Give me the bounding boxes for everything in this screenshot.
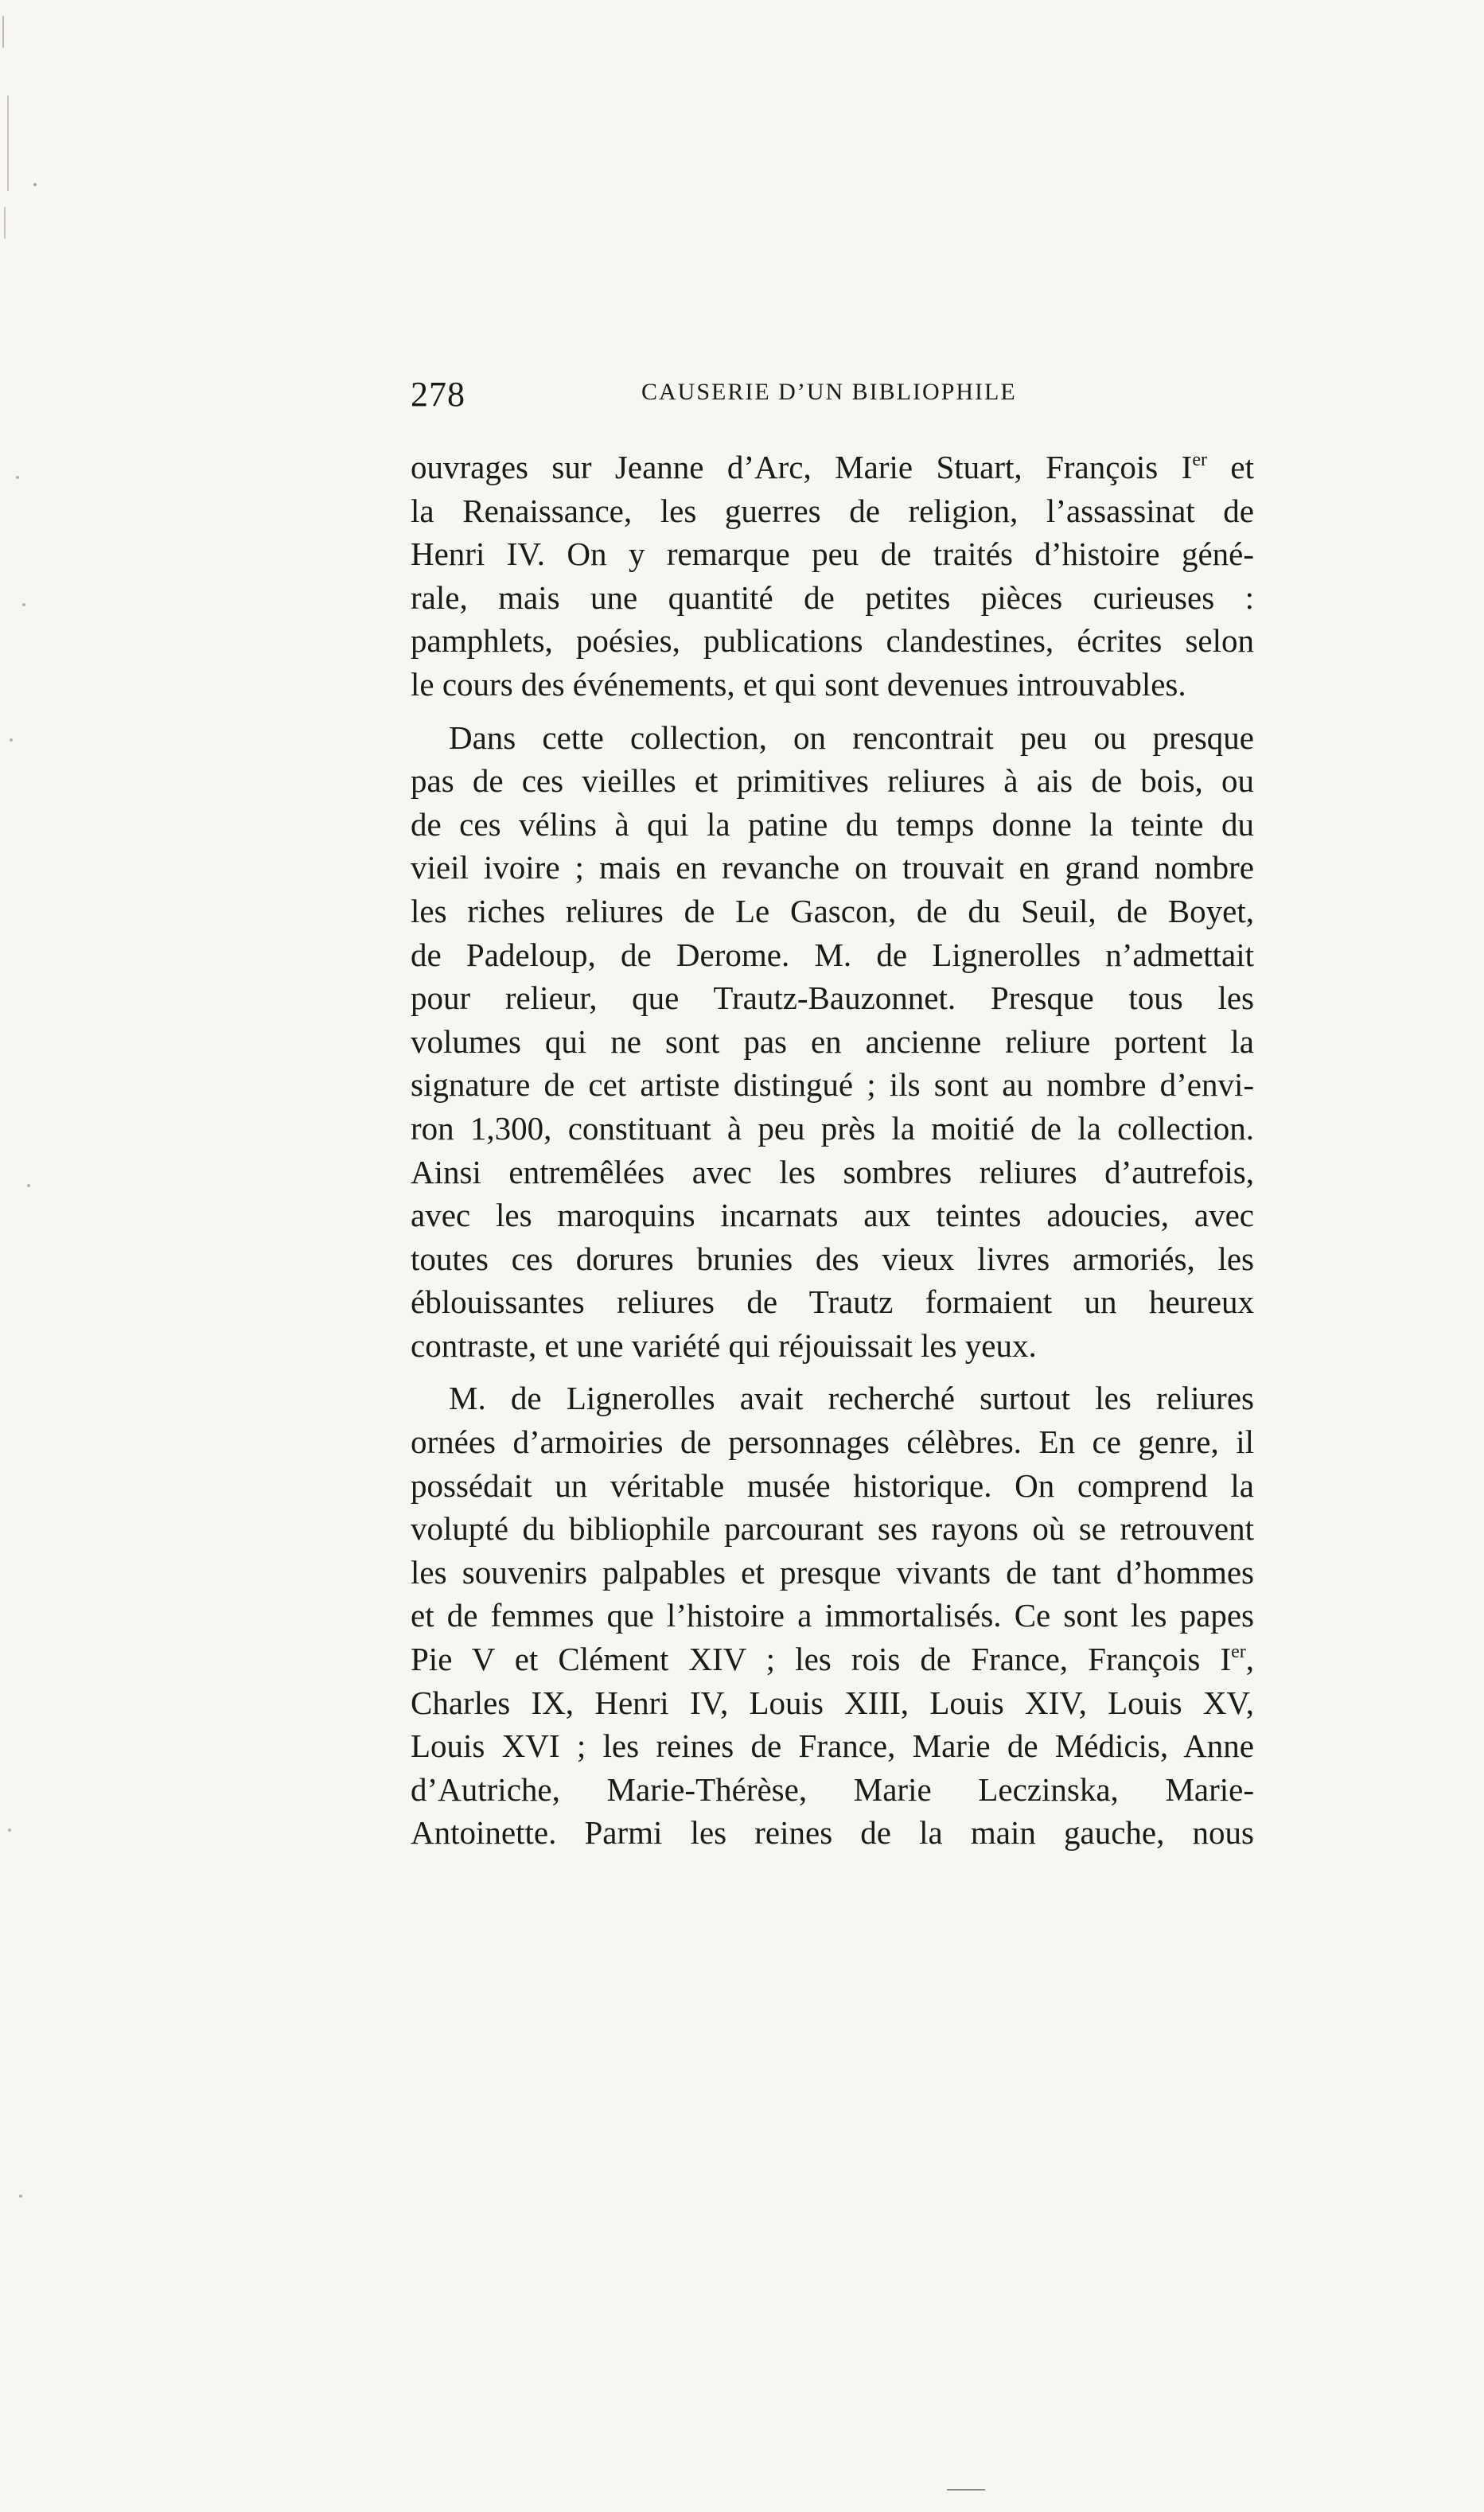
- text-line: éblouissantes reliures de Trautz formaient un heureux: [411, 1283, 1254, 1321]
- body-text: [411, 446, 1254, 1855]
- running-head: [411, 374, 1023, 422]
- scan-artifact-mark: [947, 2489, 985, 2491]
- text-line: M. de Lignerolles avait recherché surtout les reliures: [449, 1380, 1254, 1417]
- text-line: possédait un véritable musée historique. On comprend la: [411, 1466, 1254, 1504]
- text-line: ouvrages sur Jeanne d’Arc, Marie Stuart, François Ier et: [411, 449, 1254, 485]
- text-line: pamphlets, poésies, publications clandestines, écrites selon: [411, 622, 1254, 660]
- text-line: ron 1,300, constituant à peu près la moitié de la collection.: [411, 1109, 1254, 1147]
- text-line: les souvenirs palpables et presque vivants de tant d’hommes: [411, 1553, 1254, 1591]
- text-line: Henri IV. On y remarque peu de traités d’histoire géné-: [411, 536, 1254, 573]
- text-line: Louis XVI ; les reines de France, Marie de Médicis, Anne: [411, 1727, 1254, 1765]
- text-line: pour relieur, que Trautz-Bauzonnet. Presque tous les: [411, 979, 1254, 1017]
- text-line: vieil ivoire ; mais en revanche on trouvait en grand nombre: [411, 849, 1254, 886]
- superscript: er: [1192, 450, 1207, 470]
- text-line: pas de ces vieilles et primitives reliures à ais de bois, ou: [411, 762, 1254, 800]
- text-line: Pie V et Clément XIV ; les rois de France, François Ier,: [411, 1641, 1254, 1678]
- text-line: et de femmes que l’histoire a immortalisés. Ce sont les papes: [411, 1597, 1254, 1634]
- text-line: de Padeloup, de Derome. M. de Lignerolles n’admettait: [411, 936, 1254, 973]
- superscript: er: [1231, 1642, 1246, 1663]
- text-line: avec les maroquins incarnats aux teintes adoucies, avec: [411, 1197, 1254, 1234]
- text-line: Dans cette collection, on rencontrait peu ou presque: [449, 719, 1254, 756]
- text-line: contraste, et une variété qui réjouissait les yeux.: [411, 1326, 1037, 1364]
- running-title: CAUSERIE D’UN BIBLIOPHILE: [641, 379, 1017, 405]
- text-line: signature de cet artiste distingué ; ils sont au nombre d’envi-: [411, 1066, 1254, 1104]
- text-line: volumes qui ne sont pas en ancienne reliure portent la: [411, 1022, 1254, 1060]
- page-number: 278: [411, 375, 465, 414]
- text-line: volupté du bibliophile parcourant ses rayons où se retrouvent: [411, 1510, 1254, 1548]
- text-line: les riches reliures de Le Gascon, de du Seuil, de Boyet,: [411, 892, 1254, 929]
- text-line: Charles IX, Henri IV, Louis XIII, Louis XIV, Louis XV,: [411, 1684, 1254, 1721]
- text-line: Antoinette. Parmi les reines de la main gauche, nous: [411, 1814, 1254, 1852]
- text-line: la Renaissance, les guerres de religion, l’assassinat de: [411, 492, 1254, 529]
- text-line: le cours des événements, et qui sont devenues introuvables.: [411, 665, 1186, 703]
- text-line: Ainsi entremêlées avec les sombres reliures d’autrefois,: [411, 1153, 1254, 1190]
- text-line: d’Autriche, Marie-Thérèse, Marie Leczinska, Marie-: [411, 1770, 1254, 1808]
- text-line: rale, mais une quantité de petites pièces curieuses :: [411, 578, 1254, 616]
- text-line: toutes ces dorures brunies des vieux livres armoriés, les: [411, 1240, 1254, 1277]
- text-line: de ces vélins à qui la patine du temps donne la teinte du: [411, 805, 1254, 843]
- text-line: ornées d’armoiries de personnages célèbres. En ce genre, il: [411, 1423, 1254, 1461]
- gutter-scan-marks: [0, 0, 48, 2512]
